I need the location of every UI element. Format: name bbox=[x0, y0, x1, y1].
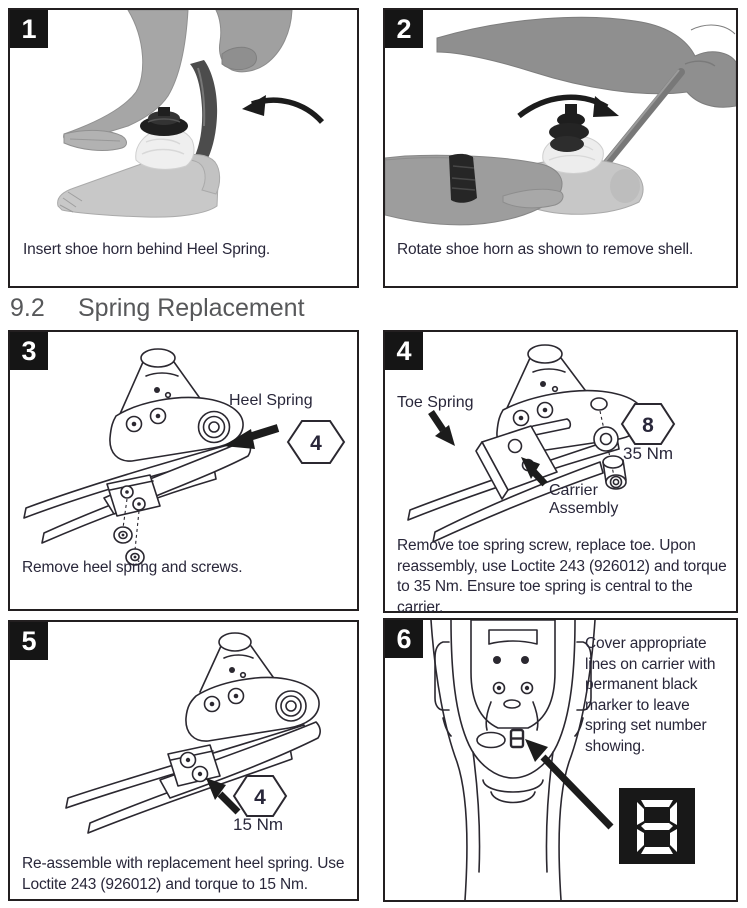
rotate-left-arrow-icon bbox=[242, 95, 322, 122]
panel-5-number-badge bbox=[10, 622, 48, 660]
panel-1 bbox=[8, 8, 359, 288]
toe-spring-arrow-icon bbox=[431, 412, 455, 446]
section-heading bbox=[10, 294, 305, 323]
spring-set-number-mark bbox=[511, 730, 523, 747]
hex-key-size-badge bbox=[234, 776, 286, 816]
section-title: Spring Replacement bbox=[78, 294, 305, 322]
panel-2-caption: Rotate shoe horn as shown to remove shell. bbox=[397, 241, 694, 258]
panel-number: 2 bbox=[396, 13, 412, 44]
panel-6-caption: Cover appropriate lines on carrier with permanent black marker to leave spring set number showing. bbox=[585, 635, 716, 756]
hex-key-size-badge bbox=[288, 421, 344, 463]
hex-key-size: 4 bbox=[254, 786, 266, 809]
panel-4-caption: Remove toe spring screw, replace toe. Upon reassembly, use Loctite 243 (926012) and torque to 35 Nm. Ensure toe spring is central to the carrier. bbox=[397, 537, 727, 616]
panel-number: 1 bbox=[21, 13, 37, 44]
panel-4-number-badge bbox=[385, 332, 423, 370]
carrier-assembly-label: Carrier Assembly bbox=[549, 482, 619, 518]
panel-number: 5 bbox=[21, 625, 37, 656]
panel-5-caption: Re-assemble with replacement heel spring. Use Loctite 243 (926012) and torque to 15 Nm. bbox=[22, 855, 345, 893]
section-number: 9.2 bbox=[10, 294, 45, 322]
panel-number: 6 bbox=[396, 623, 412, 654]
hex-key-size: 8 bbox=[642, 414, 654, 437]
panel-6-number-badge bbox=[385, 620, 423, 658]
panel-4 bbox=[383, 330, 738, 616]
pyramid-adapter bbox=[549, 104, 589, 152]
panel-3 bbox=[8, 330, 359, 611]
torque-value: 35 Nm bbox=[623, 444, 674, 463]
seven-segment-eight-icon bbox=[619, 788, 695, 864]
panel-3-number-badge bbox=[10, 332, 48, 370]
panel-1-caption: Insert shoe horn behind Heel Spring. bbox=[23, 241, 271, 258]
panel-2 bbox=[383, 8, 738, 288]
panel-6 bbox=[383, 618, 738, 902]
panel-2-number-badge bbox=[385, 10, 423, 48]
panel-3-caption: Remove heel spring and screws. bbox=[22, 559, 243, 576]
toe-spring-label: Toe Spring bbox=[397, 394, 474, 411]
spring-set-digit-display bbox=[619, 788, 695, 864]
heel-spring-label: Heel Spring bbox=[229, 392, 313, 409]
panel-number: 3 bbox=[21, 335, 37, 366]
panel-5 bbox=[8, 620, 359, 901]
panel-number: 4 bbox=[396, 335, 412, 366]
torque-value: 15 Nm bbox=[233, 815, 284, 834]
panel-1-number-badge bbox=[10, 10, 48, 48]
hex-key-size: 4 bbox=[310, 432, 322, 455]
